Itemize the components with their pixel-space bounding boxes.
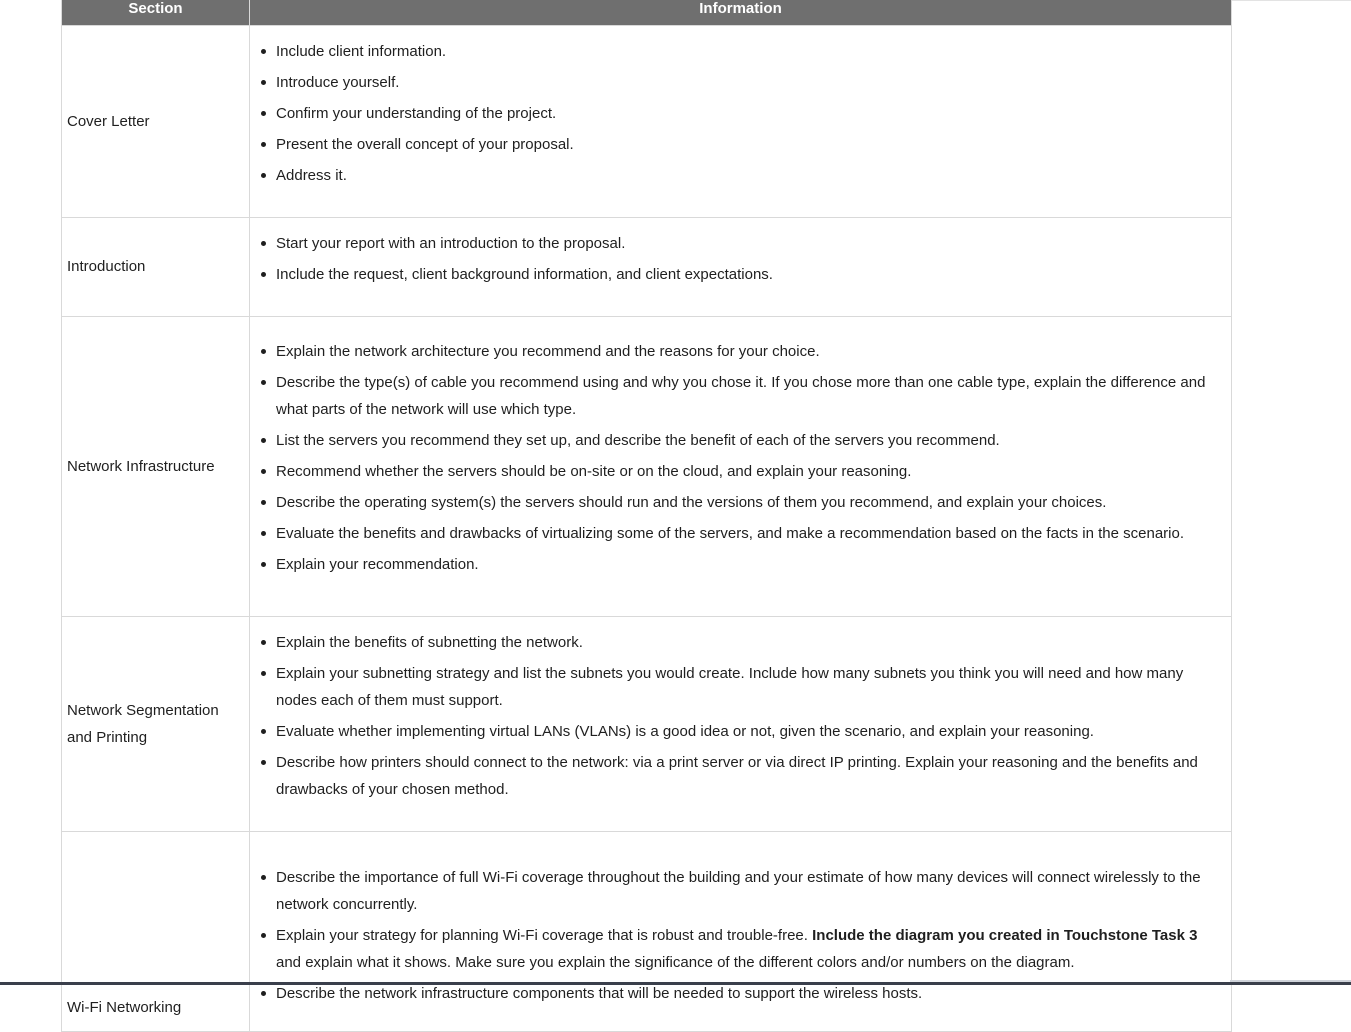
list-item [276, 749, 1225, 803]
list-item [276, 131, 1225, 158]
list-item [276, 162, 1225, 189]
information-list [250, 617, 1231, 831]
table-row [62, 831, 1232, 1031]
list-item [276, 629, 1225, 656]
top-rule [1230, 0, 1351, 1]
table-row [62, 217, 1232, 316]
section-name-cell: Network Segmentation and Printing [62, 616, 250, 831]
item-text: Evaluate whether implementing virtual LANs (VLANs) is a good idea or not, given the scenario, and explain your reasoning. [276, 722, 1094, 740]
information-column-header: Information [250, 0, 1232, 25]
table-row [62, 616, 1232, 831]
item-text: Describe how printers should connect to the network: via a print server or via direct IP printing. Explain your reasoning and the benefits and drawbacks of your chosen method. [276, 753, 1198, 798]
item-text: Describe the network infrastructure components that will be needed to support the wireless hosts. [276, 984, 923, 1002]
list-item [276, 922, 1225, 976]
bottom-bar [0, 982, 1351, 985]
item-text: Include the request, client background information, and client expectations. [276, 265, 773, 283]
section-name-cell: Cover Letter [62, 25, 250, 217]
list-item [276, 230, 1225, 257]
list-item [276, 338, 1225, 365]
item-text: Present the overall concept of your proposal. [276, 135, 574, 153]
section-column-header: Section [62, 0, 250, 25]
list-item [276, 261, 1225, 288]
item-text: Explain your recommendation. [276, 556, 479, 573]
information-list [250, 326, 1231, 606]
table-header-row [62, 0, 1232, 25]
information-list [250, 218, 1231, 316]
table-row [62, 316, 1232, 616]
item-text: Include client information. [276, 42, 447, 60]
list-item [276, 520, 1225, 547]
information-cell [250, 25, 1232, 217]
list-item [276, 864, 1225, 918]
list-item [276, 427, 1225, 454]
item-text: Describe the importance of full Wi-Fi coverage throughout the building and your estimate of how many devices will connect wirelessly to the network concurrently. [276, 868, 1201, 913]
emphasized-text: Include the diagram you created in Touchstone Task 3 [812, 926, 1198, 944]
item-text: Start your report with an introduction to the proposal. [276, 234, 626, 252]
section-name-cell: Introduction [62, 217, 250, 316]
information-cell [250, 831, 1232, 1031]
item-text: Evaluate the benefits and drawbacks of virtualizing some of the servers, and make a recommendation based on the facts in the scenario. [276, 525, 1185, 542]
item-text: Describe the operating system(s) the servers should run and the versions of them you recommend, and explain your choices. [276, 494, 1107, 511]
list-item [276, 69, 1225, 96]
table-row [62, 25, 1232, 217]
item-text: Recommend whether the servers should be on-site or on the cloud, and explain your reasoning. [276, 463, 912, 480]
item-text: Explain the network architecture you recommend and the reasons for your choice. [276, 343, 820, 360]
item-text: Explain your strategy for planning Wi-Fi coverage that is robust and trouble-free. [276, 926, 813, 944]
information-list [250, 26, 1231, 217]
proposal-sections-table [61, 0, 1232, 1032]
item-text: Address it. [276, 166, 347, 184]
item-text: Explain the benefits of subnetting the network. [276, 633, 583, 651]
item-text: and explain what it shows. Make sure you explain the significance of the different colors and/or numbers on the diagram. [276, 953, 1075, 971]
list-item [276, 660, 1225, 714]
information-cell [250, 217, 1232, 316]
list-item [276, 718, 1225, 745]
list-item [276, 100, 1225, 127]
list-item [276, 489, 1225, 516]
item-text: Describe the type(s) of cable you recommend using and why you chose it. If you chose more than one cable type, explain the difference and what parts of the network will use which type. [276, 374, 1206, 418]
section-name-cell: Wi-Fi Networking [62, 831, 250, 1031]
information-cell [250, 616, 1232, 831]
section-name-cell: Network Infrastructure [62, 316, 250, 616]
list-item [276, 551, 1225, 578]
item-text: Explain your subnetting strategy and list the subnets you would create. Include how many subnets you think you will need and how many nodes each of them must support. [276, 664, 1184, 709]
item-text: Introduce yourself. [276, 73, 400, 91]
list-item [276, 458, 1225, 485]
item-text: List the servers you recommend they set up, and describe the benefit of each of the servers you recommend. [276, 432, 1000, 449]
list-item [276, 369, 1225, 423]
item-text: Confirm your understanding of the project. [276, 104, 557, 122]
table-body [62, 25, 1232, 1031]
list-item [276, 38, 1225, 65]
information-cell [250, 316, 1232, 616]
